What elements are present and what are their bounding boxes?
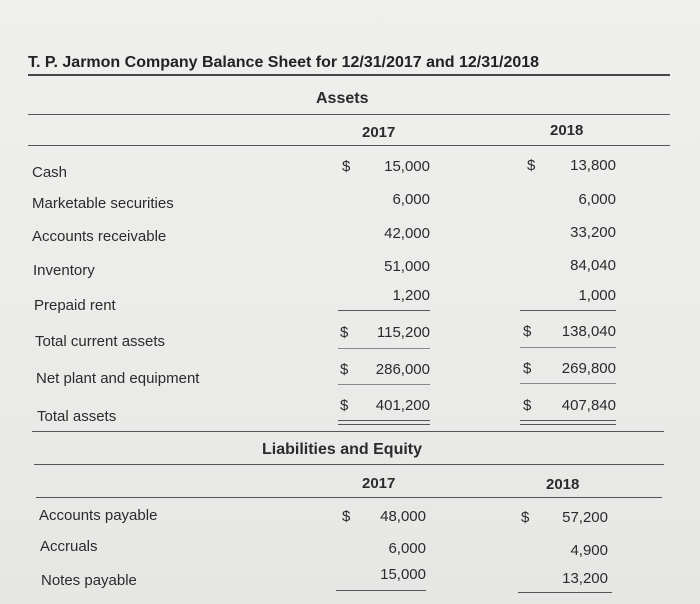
total-assets-2017-double-rule-b — [338, 424, 430, 425]
accounts-payable-2017-dollar: $ — [342, 508, 351, 525]
total-current-assets-2018-dollar: $ — [523, 323, 532, 340]
total-assets-2018-double-rule-a — [520, 420, 616, 421]
prepaid-2017-subtotal-rule — [338, 310, 430, 311]
total-assets-2018-double-rule-b — [520, 424, 616, 425]
row-label-accounts-payable: Accounts payable — [39, 507, 158, 524]
notes-payable-2017-rule — [336, 590, 426, 591]
cash-2017-value: 15,000 — [384, 158, 430, 175]
net-plant-2017-value: 286,000 — [375, 361, 430, 378]
row-label-prepaid-rent: Prepaid rent — [34, 297, 116, 314]
notes-payable-2017-value: 15,000 — [380, 566, 426, 583]
net-plant-2018-rule — [520, 383, 616, 384]
assets-end-rule — [32, 431, 664, 432]
accruals-2017-value: 6,000 — [388, 540, 426, 557]
liabilities-heading-rule — [34, 464, 664, 465]
row-label-marketable-securities: Marketable securities — [32, 195, 174, 212]
net-plant-2018-dollar: $ — [523, 360, 532, 377]
prepaid-rent-2018-value: 1,000 — [578, 287, 616, 304]
cash-2018-value: 13,800 — [570, 157, 616, 174]
total-assets-2018-dollar: $ — [523, 397, 532, 414]
inventory-2018-value: 84,040 — [570, 257, 616, 274]
net-plant-2018-value: 269,800 — [561, 360, 616, 377]
net-plant-2017-rule — [338, 384, 430, 385]
liabilities-year-rule — [36, 497, 662, 498]
tca-2017-rule — [338, 348, 430, 349]
accounts-payable-2017-value: 48,000 — [380, 508, 426, 525]
prepaid-2018-subtotal-rule — [520, 310, 616, 311]
accounts-receivable-2018-value: 33,200 — [570, 224, 616, 241]
liabilities-heading: Liabilities and Equity — [262, 441, 423, 458]
net-plant-2017-dollar: $ — [340, 361, 349, 378]
total-assets-2017-value: 401,200 — [375, 397, 430, 414]
total-assets-2018-value: 407,840 — [561, 397, 616, 414]
total-assets-2017-dollar: $ — [340, 397, 349, 414]
row-label-total-current-assets: Total current assets — [35, 333, 166, 350]
prepaid-rent-2017-value: 1,200 — [392, 287, 430, 304]
notes-payable-2018-value: 13,200 — [562, 570, 608, 587]
assets-year-rule — [28, 145, 670, 146]
accounts-receivable-2017-value: 42,000 — [384, 225, 430, 242]
marketable-securities-2018-value: 6,000 — [578, 191, 616, 208]
inventory-2017-value: 51,000 — [384, 258, 430, 275]
title-underline — [28, 74, 670, 76]
sheet-title: T. P. Jarmon Company Balance Sheet for 12/31/2017 and 12/31/2018 — [28, 54, 540, 71]
assets-year-2017: 2017 — [362, 124, 396, 141]
total-current-assets-2018-value: 138,040 — [561, 323, 616, 340]
accruals-2018-value: 4,900 — [570, 542, 608, 559]
row-label-total-assets: Total assets — [37, 408, 117, 425]
row-label-cash: Cash — [32, 164, 68, 181]
assets-heading: Assets — [316, 90, 369, 107]
marketable-securities-2017-value: 6,000 — [392, 191, 430, 208]
total-current-assets-2017-value: 115,200 — [376, 324, 430, 341]
total-current-assets-2017-dollar: $ — [340, 324, 349, 341]
cash-2017-dollar: $ — [342, 158, 351, 175]
total-assets-2017-double-rule-a — [338, 420, 430, 421]
liabilities-year-2017: 2017 — [362, 475, 396, 492]
cash-2018-dollar: $ — [527, 157, 536, 174]
accounts-payable-2018-value: 57,200 — [562, 509, 608, 526]
liabilities-year-2018: 2018 — [546, 476, 580, 493]
row-label-accruals: Accruals — [40, 538, 98, 555]
row-label-notes-payable: Notes payable — [41, 572, 137, 589]
notes-payable-2018-rule — [518, 592, 612, 593]
row-label-inventory: Inventory — [33, 262, 95, 279]
row-label-net-plant-and-equipment: Net plant and equipment — [36, 370, 200, 387]
assets-heading-rule — [28, 114, 670, 115]
assets-year-2018: 2018 — [550, 122, 584, 139]
accounts-payable-2018-dollar: $ — [521, 509, 530, 526]
tca-2018-rule — [520, 347, 616, 348]
row-label-accounts-receivable: Accounts receivable — [32, 228, 167, 245]
